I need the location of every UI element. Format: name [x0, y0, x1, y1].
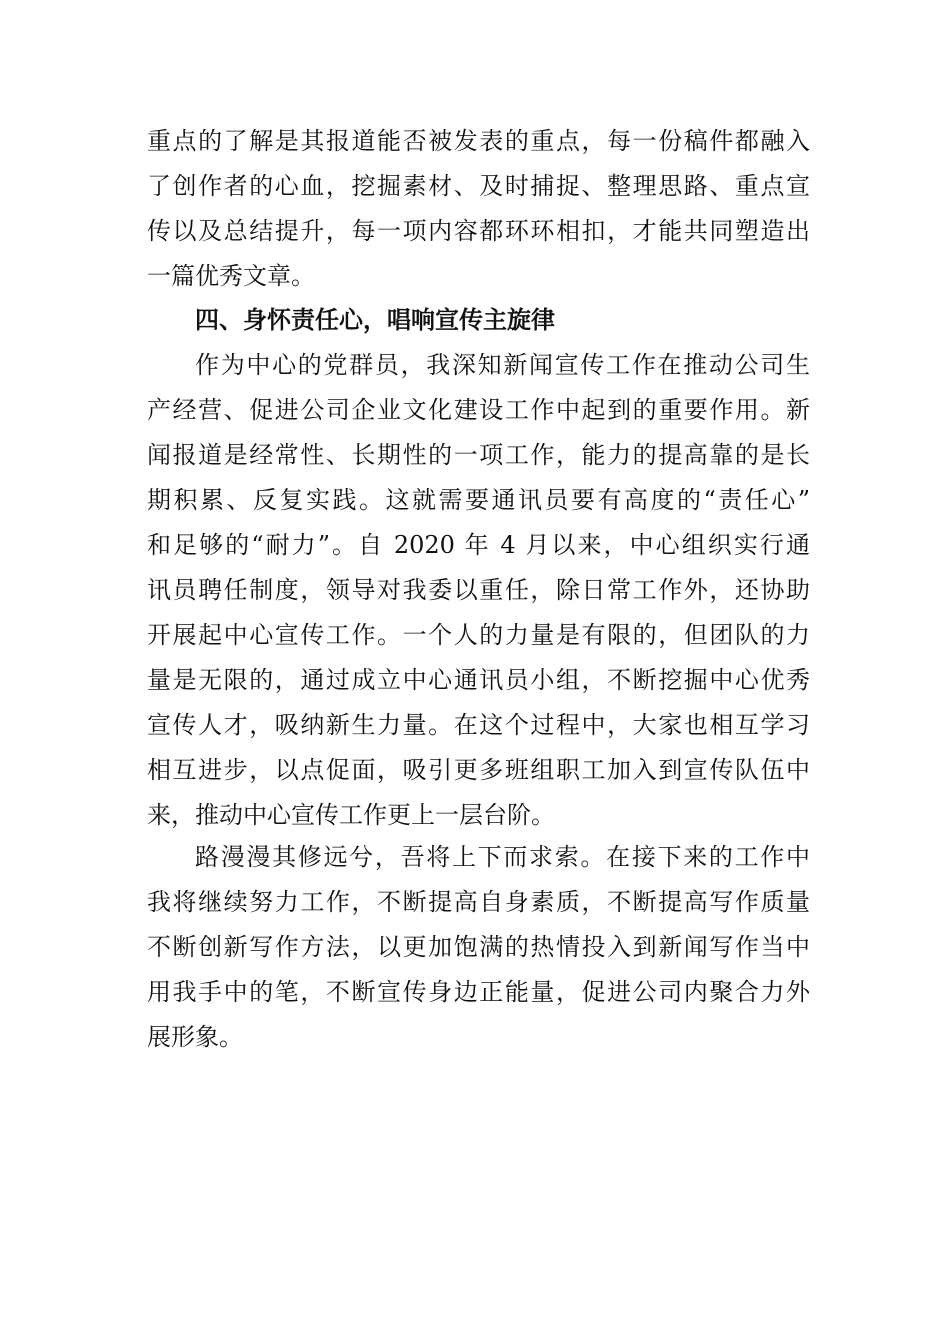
paragraph-continued [147, 119, 810, 299]
paragraph-2 [147, 343, 810, 838]
text-line: 量是无限的，通过成立中心通讯员小组，不断挖掘中心优秀 [147, 666, 810, 694]
text-line: 闻报道是经常性、长期性的一项工作，能力的提高靠的是长 [147, 441, 810, 469]
text-line: 开展起中心宣传工作。一个人的力量是有限的，但团队的力 [147, 621, 810, 649]
section-heading-block [147, 298, 810, 343]
text-line: 展形象。 [147, 1023, 243, 1051]
text-line: 我将继续努力工作，不断提高自身素质，不断提高写作质量 [147, 888, 810, 916]
text-line: 期积累、反复实践。这就需要通讯员要有高度的“责任心” [147, 486, 810, 514]
text-line: 传以及总结提升，每一项内容都环环相扣，才能共同塑造出 [147, 217, 810, 245]
text-line: 产经营、促进公司企业文化建设工作中起到的重要作用。新 [147, 396, 810, 424]
text-line: 路漫漫其修远兮，吾将上下而求索。在接下来的工作中 [195, 843, 810, 871]
text-line: 来，推动中心宣传工作更上一层台阶。 [147, 801, 555, 829]
text-line: 一篇优秀文章。 [147, 262, 315, 290]
text-line: 了创作者的心血，挖掘素材、及时捕捉、整理思路、重点宣 [147, 172, 810, 200]
section-heading: 四、身怀责任心，唱响宣传主旋律 [195, 306, 555, 334]
paragraph-3 [147, 835, 810, 1060]
text-line: 重点的了解是其报道能否被发表的重点，每一份稿件都融入 [147, 127, 810, 155]
text-line: 用我手中的笔，不断宣传身边正能量，促进公司内聚合力外 [147, 978, 810, 1006]
text-line: 作为中心的党群员，我深知新闻宣传工作在推动公司生 [195, 351, 810, 379]
text-line: 相互进步，以点促面，吸引更多班组职工加入到宣传队伍中 [147, 756, 810, 784]
text-line: 宣传人才，吸纳新生力量。在这个过程中，大家也相互学习 [147, 711, 810, 739]
text-line: 不断创新写作方法，以更加饱满的热情投入到新闻写作当中 [147, 933, 810, 961]
text-line: 讯员聘任制度，领导对我委以重任，除日常工作外，还协助 [147, 576, 810, 604]
text-line: 和足够的“耐力”。自 2020 年 4 月以来，中心组织实行通 [147, 531, 810, 559]
